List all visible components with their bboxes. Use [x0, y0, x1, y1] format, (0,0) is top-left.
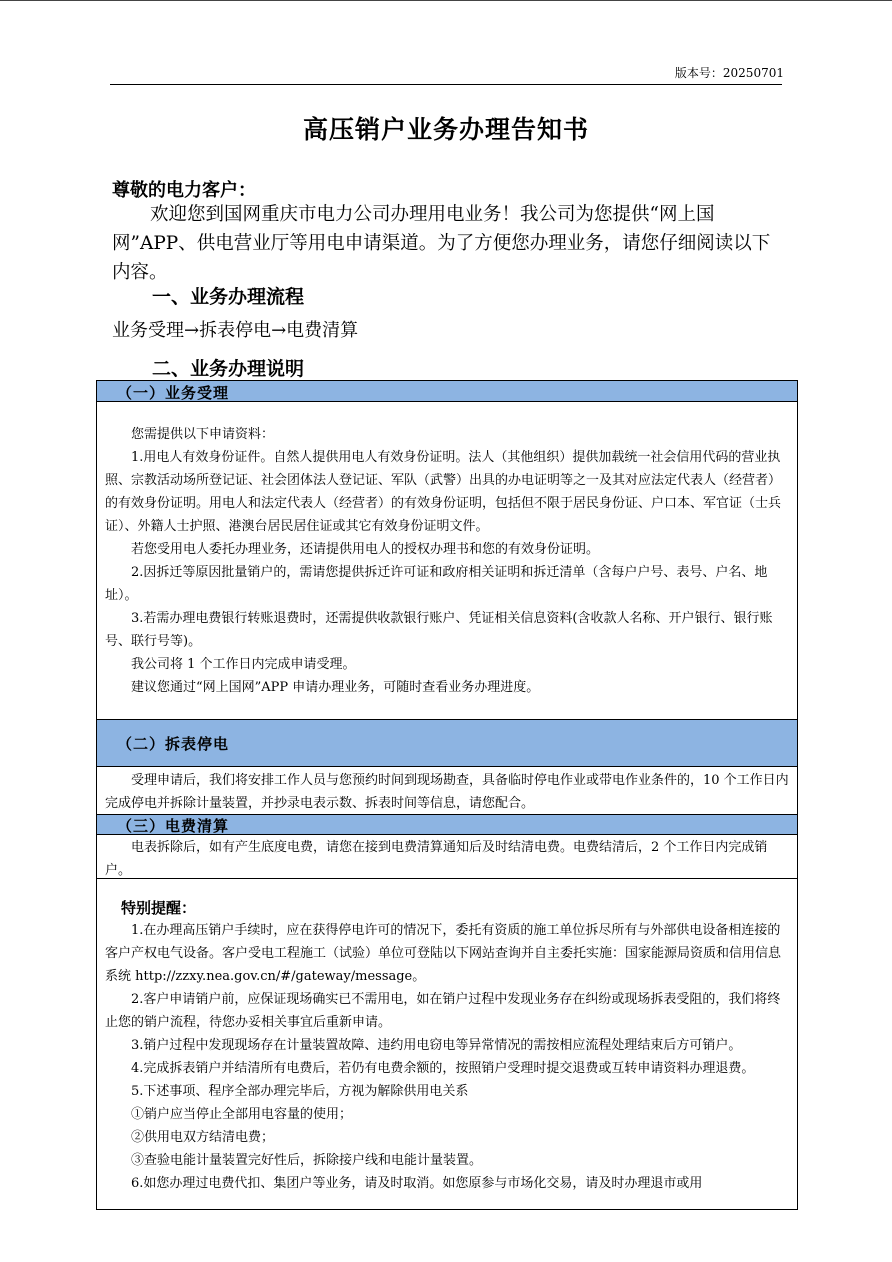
list-item: 5.下述事项、程序全部办理完毕后，方视为解除供用电关系: [131, 1084, 469, 1099]
list-item: 3.销户过程中发现现场存在计量装置故障、违约用电窃电等异常情况的需按相应流程处理结束后方可销户。: [131, 1038, 742, 1053]
list-item: 我公司将 1 个工作日内完成申请受理。: [131, 657, 356, 672]
list-item: ②供用电双方结清电费；: [131, 1130, 275, 1145]
block-body-settlement: [105, 836, 791, 882]
list-item: 建议您通过“网上国网”APP 申请办理业务，可随时查看业务办理进度。: [131, 680, 540, 695]
block-header-disconnect: （二）拆表停电: [97, 719, 797, 767]
list-item: 若您受用电人委托办理业务，还请提供用电人的授权办理书和您的有效身份证明。: [131, 542, 600, 557]
greeting: 尊敬的电力客户：: [112, 180, 256, 201]
version-number: 版本号：20250701: [674, 66, 784, 80]
list-item: ①销户应当停止全部用电容量的使用；: [131, 1107, 353, 1122]
row-divider: [97, 878, 797, 879]
list-item: 4.完成拆表销户并结清所有电费后，若仍有电费余额的，按照销户受理时提交退费或互转申请资料办理退费。: [131, 1061, 755, 1076]
list-item: 2.客户申请销户前，应保证现场确实已不需用电，如在销户过程中发现业务存在纠纷或现场拆表受阻的，我们将终止您的销户流程，待您办妥相关事宜后重新申请。: [105, 992, 781, 1030]
block-header-acceptance: （一）业务受理: [97, 380, 797, 402]
list-item: 2.因拆迁等原因批量销户的，需请您提供拆迁许可证和政府相关证明和拆迁清单（含每户户号、表号、户名、地址）。: [105, 565, 768, 603]
intro-paragraph: 欢迎您到国网重庆市电力公司办理用电业务！我公司为您提供“网上国网”APP、供电营业厅等用电申请渠道。为了方便您办理业务，请您仔细阅读以下内容。: [112, 204, 771, 283]
reminder-body: [105, 919, 791, 1195]
reminder-heading: 特别提醒：: [121, 899, 197, 917]
list-item: 电表拆除后，如有产生底度电费，请您在接到电费清算通知后及时结清电费。电费结清后，2 个工作日内完成销户。: [105, 840, 768, 878]
list-item: 6.如您办理过电费代扣、集团户等业务，请及时取消。如您原参与市场化交易，请及时办理退市或用: [131, 1176, 703, 1191]
top-border: [0, 0, 892, 1]
section-heading-process: 一、业务办理流程: [152, 286, 305, 308]
document-title: 高压销户业务办理告知书: [302, 115, 589, 144]
list-item: ③查验电能计量装置完好性后，拆除接户线和电能计量装置。: [131, 1153, 483, 1168]
list-item: 您需提供以下申请资料：: [131, 427, 275, 442]
list-item: 1.用电人有效身份证件。自然人提供用电人有效身份证明。法人（其他组织）提供加载统一社会信用代码的营业执照、宗教活动场所登记证、社会团体法人登记证、军队（武警）出具的办电证明等之一及其对应法定代表人（经营者）的有效身份证明。用电人和法定代表人（经营者）的有效身份证明，包括但不限于居民身份证、户口本、军官证（士兵证）、外籍人士护照、港澳台居民居住证或其它有效身份证明文件。: [105, 450, 782, 534]
block-body-disconnect: [105, 769, 791, 815]
list-item: 受理申请后，我们将安排工作人员与您预约时间到现场勘查，具备临时停电作业或带电作业条件的，10 个工作日内完成停电并拆除计量装置，并抄录电表示数、拆表时间等信息，请您配合。: [105, 773, 789, 811]
process-flow: 业务受理→拆表停电→电费清算: [112, 320, 359, 341]
block-body-acceptance: [105, 423, 791, 699]
block-header-settlement: （三）电费清算: [97, 814, 797, 835]
section-heading-instructions: 二、业务办理说明: [152, 358, 305, 380]
header-rule: [110, 84, 782, 85]
list-item: 1.在办理高压销户手续时，应在获得停电许可的情况下，委托有资质的施工单位拆尽所有与外部供电设备相连接的客户产权电气设备。客户受电工程施工（试验）单位可登陆以下网站查询并自主委托实施：国家能源局资质和信用信息系统 http://zzxy.nea.gov.cn/#/gateway/message。: [105, 923, 782, 984]
list-item: 3.若需办理电费银行转账退费时，还需提供收款银行账户、凭证相关信息资料(含收款人名称、开户银行、银行账号、联行号等)。: [105, 611, 773, 649]
instructions-table: [96, 380, 798, 1210]
